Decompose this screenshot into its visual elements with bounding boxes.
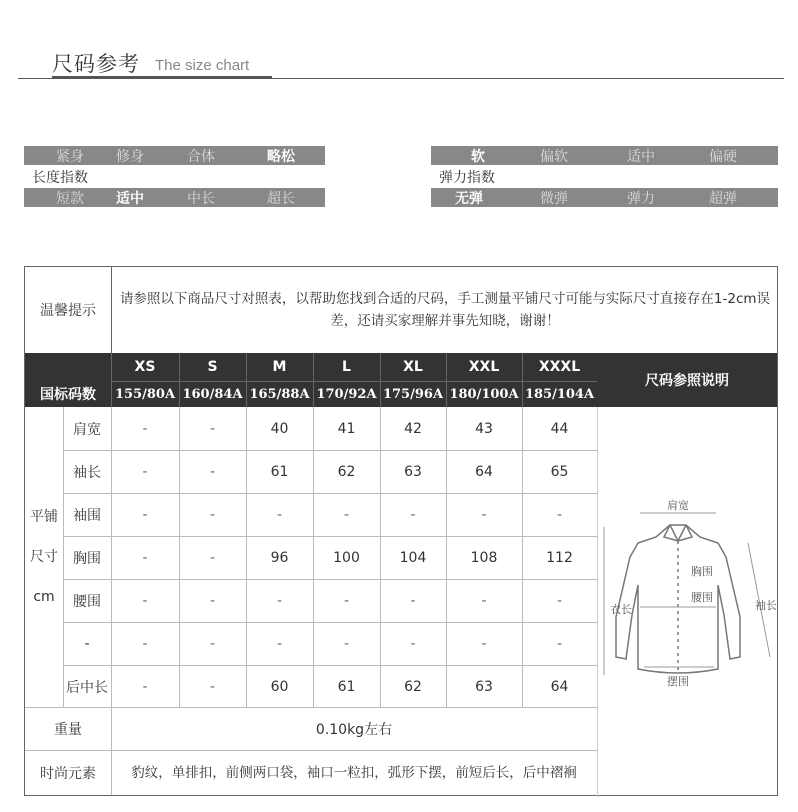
table-cell: -: [556, 592, 563, 609]
length-option-loose: 略松: [267, 148, 295, 165]
size-header: XXL: [446, 353, 522, 381]
header-col-divider: [446, 353, 447, 407]
row-divider: [63, 622, 597, 623]
diagram-shoulder-label: 肩宽: [667, 499, 689, 512]
table-cell: -: [276, 592, 283, 609]
row-label: 后中长: [66, 679, 108, 696]
table-cell: -: [142, 592, 148, 609]
col-divider: [380, 407, 381, 707]
row-divider: [63, 450, 597, 451]
col-divider: [179, 407, 180, 707]
national-size-label: 国标码数: [25, 381, 111, 407]
diagram-sleeve-label: 袖长: [755, 599, 777, 612]
tip-label: 温馨提示: [40, 303, 96, 319]
fashion-label: 时尚元素: [40, 765, 96, 782]
col-divider: [246, 407, 247, 707]
table-cell: -: [142, 506, 148, 523]
table-cell: -: [343, 635, 350, 652]
table-cell: -: [209, 463, 216, 480]
measure-group-line-3: cm: [33, 589, 55, 605]
table-cell: -: [276, 635, 283, 652]
national-size-value: 185/104A: [522, 381, 597, 407]
header-row-divider: [111, 381, 597, 382]
measure-group-label: [25, 407, 63, 707]
weight-value: 0.10kg左右: [315, 721, 393, 738]
size-header: M: [246, 353, 313, 381]
row-label: -: [84, 635, 90, 652]
header-col-divider: [522, 353, 523, 407]
col-divider: [522, 407, 523, 707]
row-divider: [63, 536, 597, 537]
col-divider: [313, 407, 314, 707]
elastic-index-label: 弹力指数: [439, 169, 495, 186]
page-title: 尺码参考: [52, 52, 140, 76]
header-col-divider: [111, 353, 112, 407]
length-index-label: 长度指数: [32, 169, 88, 186]
fashion-value: 豹纹，单排扣，前侧两口袋，袖口一粒扣，弧形下摆，前短后长，后中褶裥: [131, 764, 577, 781]
table-cell: 61: [337, 678, 356, 695]
row-label: 腰围: [73, 593, 101, 610]
length-option-mid-long: 中长: [187, 190, 215, 207]
length-option-extra-long: 超长: [267, 190, 295, 207]
table-cell: -: [410, 635, 416, 652]
table-cell: -: [481, 592, 487, 609]
table-cell: 112: [546, 549, 573, 566]
elastic-index-bottom-bar: [431, 188, 778, 207]
col-divider: [111, 407, 112, 707]
elastic-option-semi-soft: 偏软: [540, 148, 568, 165]
table-cell: -: [142, 549, 148, 566]
page-subtitle: The size chart: [155, 57, 250, 74]
elastic-option-soft: 软: [471, 148, 485, 165]
national-size-value: 165/88A: [246, 381, 313, 407]
shirt-diagram: [598, 497, 778, 697]
table-cell: 62: [337, 463, 356, 480]
table-cell: -: [276, 506, 283, 523]
table-cell: 64: [475, 463, 493, 480]
length-index-top-bar: [24, 146, 325, 165]
row-divider: [63, 493, 597, 494]
tip-divider: [111, 267, 112, 353]
elastic-index-top-bar: [431, 146, 778, 165]
row-label: 肩宽: [73, 421, 101, 438]
length-index: [24, 146, 325, 207]
table-cell: 96: [270, 549, 289, 566]
elastic-option-none: 无弹: [455, 190, 483, 207]
length-option-slim: 修身: [116, 148, 144, 165]
table-cell: -: [410, 506, 416, 523]
table-cell: -: [209, 549, 216, 566]
table-cell: -: [556, 506, 563, 523]
table-cell: -: [343, 506, 350, 523]
national-size-value: 180/100A: [446, 381, 522, 407]
table-cell: -: [556, 635, 563, 652]
table-cell: -: [481, 635, 487, 652]
header-col-divider: [313, 353, 314, 407]
table-cell: 63: [404, 463, 422, 480]
header-col-divider: [179, 353, 180, 407]
elastic-option-semi-hard: 偏硬: [709, 148, 737, 165]
table-cell: -: [142, 635, 148, 652]
table-cell: 40: [270, 420, 289, 437]
size-reference-title: 尺码参照说明: [597, 353, 777, 407]
header-underline: [52, 76, 272, 79]
table-cell: 64: [550, 678, 569, 695]
elastic-option-slight: 微弹: [540, 190, 568, 207]
size-header: L: [313, 353, 380, 381]
table-cell: -: [142, 420, 148, 437]
table-cell: -: [209, 635, 216, 652]
elastic-option-medium: 适中: [627, 148, 655, 165]
table-cell: 63: [475, 678, 493, 695]
elastic-option-elastic: 弹力: [627, 190, 655, 207]
table-cell: 60: [270, 678, 289, 695]
table-cell: 41: [337, 420, 356, 437]
size-header: XL: [380, 353, 446, 381]
header-col-divider: [380, 353, 381, 407]
tip-text: 请参照以下商品尺寸对照表，以帮助您找到合适的尺码，手工测量平铺尺寸可能与实际尺寸直接存在1-2cm误差，还请买家理解并事先知晓，谢谢！: [119, 291, 771, 329]
table-cell: 43: [475, 420, 493, 437]
length-option-medium: 适中: [116, 190, 144, 207]
length-index-bottom-bar: [24, 188, 325, 207]
table-cell: 62: [404, 678, 422, 695]
diagram-hem-label: 摆围: [667, 675, 689, 688]
table-cell: -: [410, 592, 416, 609]
diagram-length-label: 衣长: [610, 603, 632, 616]
table-cell: -: [209, 420, 216, 437]
national-size-value: 155/80A: [111, 381, 179, 407]
table-cell: 100: [333, 549, 360, 566]
table-cell: 104: [399, 549, 427, 566]
national-size-value: 160/84A: [179, 381, 246, 407]
measure-group-line-1: 平铺: [30, 509, 58, 525]
group-divider: [63, 407, 64, 707]
size-table: [24, 266, 778, 796]
row-label: 袖围: [73, 507, 101, 524]
diagram-waist-label: 腰围: [691, 591, 713, 604]
table-cell: -: [142, 463, 148, 480]
table-cell: 61: [270, 463, 289, 480]
table-cell: -: [209, 678, 216, 695]
header-col-divider: [246, 353, 247, 407]
bottom-divider: [111, 707, 112, 795]
size-header: XS: [111, 353, 179, 381]
row-divider: [63, 665, 597, 666]
row-divider: [63, 579, 597, 580]
length-option-fit: 合体: [187, 148, 215, 165]
diagram-chest-label: 胸围: [691, 565, 713, 578]
measure-group-line-2: 尺寸: [30, 549, 58, 565]
national-size-value: 175/96A: [380, 381, 446, 407]
elastic-option-super: 超弹: [709, 190, 737, 207]
row-label: 袖长: [73, 464, 101, 481]
length-option-short: 短款: [56, 190, 84, 207]
table-cell: 108: [470, 549, 498, 566]
table-cell: 42: [404, 420, 422, 437]
elastic-index: [431, 146, 778, 207]
table-cell: -: [209, 506, 216, 523]
size-header: XXXL: [522, 353, 597, 381]
shirt-collar-icon: [664, 525, 692, 541]
length-option-tight: 紧身: [56, 148, 84, 165]
table-cell: 44: [550, 420, 569, 437]
table-cell: 65: [550, 463, 569, 480]
row-label: 胸围: [73, 550, 101, 567]
weight-label: 重量: [54, 721, 82, 738]
col-divider: [446, 407, 447, 707]
table-cell: -: [142, 678, 148, 695]
table-cell: -: [481, 506, 487, 523]
table-cell: -: [209, 592, 216, 609]
size-header: S: [179, 353, 246, 381]
national-size-value: 170/92A: [313, 381, 380, 407]
table-cell: -: [343, 592, 350, 609]
